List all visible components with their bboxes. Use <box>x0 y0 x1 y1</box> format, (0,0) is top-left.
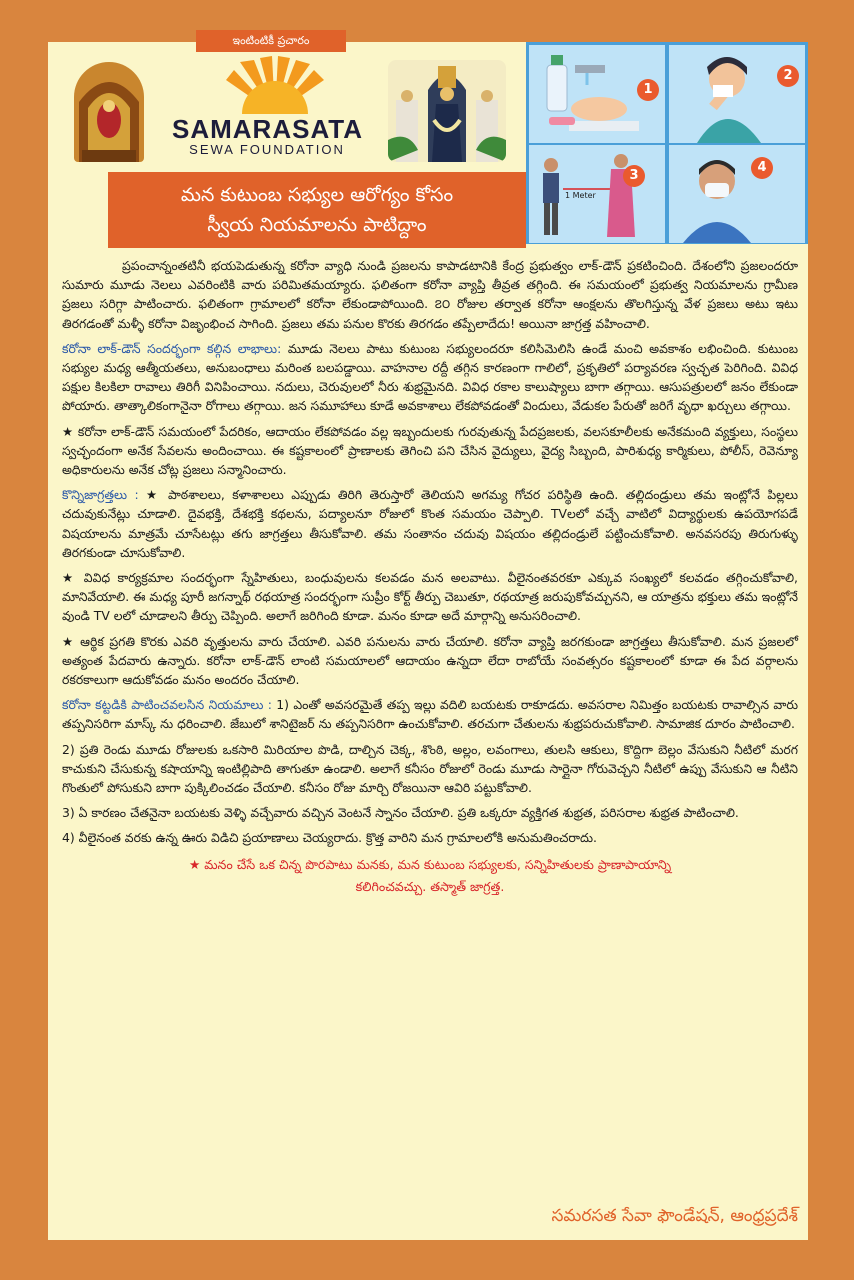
paragraph-gatherings: ★ వివిధ కార్యక్రమాల సందర్భంగా స్నేహితులు, బంధువులను కలవడం మన అలవాటు. వీలైనంతవరకూ ఎక్కువ సంఖ్యలో కలవడం తగ్గించుకోవాలి, మానివేయాలి. ఈ మధ్య పూరీ జగన్నాథ్ రథయాత్ర సందర్భంగా సుప్రీం కోర్ట్ తీర్పు చెబుతూ, రథయాత్ర జరుపుకోవచ్చునని, ఆ యాత్రను భక్తులు తమ ఇంట్లోనే వుండి TV లలో చూడాలని తీర్పు చెప్పింది. అలాగే జరిగింది కూడా. మనం కూడా అదే మార్గాన్ని అనుసరించాలి. <box>62 570 798 624</box>
rule-1-text: 1) ఎంతో అవసరమైతే తప్ప ఇల్లు వదిలి బయటకు రాకూడదు. అవసరాల నిమిత్తం బయటకు రావాల్సిన వారు తప్పనిసరిగా మాస్క్ ను ధరించాలి. జేబులో శానిటైజర్ ను తప్పనిసరిగా ఉంచుకోవాలి. తరచుగా చేతులను శుభ్రపరుచుకోవాలి. సామాజిక దూరం పాటించాలి. <box>62 697 798 732</box>
deity-image-right <box>388 60 506 162</box>
icon-number-2: 2 <box>777 65 799 87</box>
poster-panel <box>48 42 808 1240</box>
benefits-text: మూడు నెలలు పాటు కుటుంబ సభ్యులందరూ కలిసిమెలిసి ఉండే మంచి అవకాశం లభించింది. కుటుంబ సభ్యుల మధ్య ఆత్మీయతలు, అనుబంధాలు మరింత బలపడ్డాయి. వాహనాల రద్దీ తగ్గిన కారణంగా గాలిలో, ప్రకృతిలో పర్యావరణ స్వచ్ఛత పెరిగింది. వివిధ పక్షుల కిలకిలా రావాలు తిరిగీ వినిపించాయి. నదులు, చెరువులలో నీరు శుభ్రమైనది. వివిధ రకాల కాలుష్యాలు బాగా తగ్గాయి. ఆసుపత్రులలో జనం లేకుండా పోయారు. తాత్కాలికంగానైనా రోగాలు తగ్గాయి. జన సమూహాలు కూడే అవకాశాలు లేకపోవడంతో విందులు, వేడుకల పేరుతో జరిగే వృధా ఖర్చులు తగ్గాయి. <box>62 340 798 414</box>
paragraph-rule-2: 2) ప్రతి రెండు మూడు రోజులకు ఒకసారి మిరియాల పొడి, దాల్చిన చెక్క, శొంఠి, అల్లం, లవంగాలు, తులసి ఆకులు, కొద్దిగా బెల్లం వేసుకుని నీటిలో మరగ కాచుకుని చేసుకున్న కషాయాన్ని ఇంటిల్లిపాది తాగుతూ ఉండాలి. అలాగే కనీసం రోజులో రెండు మూడు సార్లైనా గోరువెచ్చని నీటిలో ఉప్పు వేసుకుని ఆ నీటిని గొంతులో పోసుకుని బాగా పుక్కిలించడం చేయాలి. కనీసం రోజు మార్చి రోజయినా ఆవిరి పట్టుకోవాలి. <box>62 741 798 796</box>
closing-line-1: ★ మనం చేసే ఒక చిన్న పొరపాటు మనకు, మన కుటుంబ సభ్యులకు, సన్నిహితులకు ప్రాణాపాయాన్ని <box>188 856 672 872</box>
heading-benefits: కరోనా లాక్-డౌన్ సందర్భంగా కల్గిన లాభాలు: <box>62 340 282 356</box>
footer-signature: సమరసత సేవా ఫౌండేషన్, ఆంధ్రప్రదేశ్ <box>551 1206 798 1226</box>
paragraph-rule-3: 3) ఏ కారణం చేతనైనా బయటకు వెళ్ళి వచ్చేవారు వచ్చిన వెంటనే స్నానం చేయాలి. ప్రతి ఒక్కరూ వ్యక్తిగత శుభ్రత, పరిసరాల శుభ్రత పాటించాలి. <box>62 805 739 821</box>
paragraph-intro: ప్రపంచాన్నంతటినీ భయపెడుతున్న కరోనా వ్యాధి నుండి ప్రజలను కాపాడటానికి కేంద్ర ప్రభుత్వం లాక్-డౌన్ ప్రకటించింది. దేశంలోని ప్రజలందరూ సుమారు మూడు నెలలు ఎవరింటికి వారు పరిమితమయ్యారు. ఫలితంగా కరోనా వ్యాప్తి తీవ్రత తగ్గింది. ఈ సమయంలో ప్రభుత్వ నియమాలను గ్రామీణ ప్రజలు సరిగ్గా పాటించారు. ఫలితంగా గ్రామాలలో కరోనా లేకుండాపోయింది. ౭౦ రోజుల తర్వాత కరోనా ఆంక్షలను తొలగిస్తున్న వేళ ప్రజలు అటు ఇటు తిరగడంతో మళ్ళీ కరోనా విజృంభించ సాగింది. ప్రజలు తమ పనుల కొరకు తిరగడం తప్పేలాదేదు! అయినా జాగ్రత్త వహించాలి. <box>62 258 798 331</box>
title-banner <box>108 172 526 248</box>
distance-illustration <box>529 145 665 243</box>
sun-logo-icon <box>220 56 330 114</box>
deity-image-left <box>74 62 144 162</box>
closing-line-2: కలిగించవచ్చు. తస్మాత్ జాగ్రత్త. <box>355 878 505 894</box>
precautions-text: ★ పాఠశాలలు, కళాశాలలు ఎప్పుడు తిరిగి తెరుస్తారో తెలియని అగమ్య గోచర పరిస్థితి ఉంది. తల్లిదండ్రులు తమ ఇంట్లోనే పిల్లలు చదువుకునేట్లు చూడాలి. దైవభక్తి, దేశభక్తి కథలను, పద్యాలనూ రోజులో కొంత సమయం చెప్పాలి. TVలలో వచ్చే వాటిలో విద్యార్థులకు ఉపయోగపడే విషయాలను మాత్రమే చూసేటట్లు తగు జాగ్రత్తలు తీసుకోవాలి. తమ సంతానం చదువు విషయం తల్లిదండ్రులే పట్టించుకోవాలి. అనవసరపు తిరుగుళ్ళు తిరగకుండా చూసుకోవాలి. <box>62 487 798 560</box>
heading-rules: కరోనా కట్టడికి పాటించవలసిన నియమాలు : <box>62 697 272 713</box>
icon-number-1: 1 <box>637 79 659 101</box>
paragraph-service: ★ కరోనా లాక్-డౌన్ సమయంలో పేదరికం, ఆదాయం లేకపోవడం వల్ల ఇబ్బందులకు గురవుతున్న పేదప్రజలకు, వలసకూలీలకు అనేకమంది వ్యక్తులు, సంస్థలు స్వచ్ఛందంగా అనేక సేవలను అందించాయి. ఈ కష్టకాలంలో ప్రాణాలకు తెగించి పని చేసిన వైద్యులు, వైద్య సిబ్బంది, పారిశుధ్య కార్మికులు, పోలీస్, రెవెన్యూ అధికారులను అనేక చోట్ల ప్రజలు సన్మానించారు. <box>62 423 798 478</box>
logo-subtitle: SEWA FOUNDATION <box>189 142 345 157</box>
closing-warning <box>62 854 798 898</box>
heading-precautions: కొన్నిజాగ్రత్తలు : <box>62 487 139 503</box>
distance-label: 1 Meter <box>565 191 596 200</box>
icon-number-4: 4 <box>751 157 773 179</box>
paragraph-benefits <box>62 339 798 416</box>
title-line-1: మన కుటుంబ సభ్యుల ఆరోగ్యం కోసం <box>180 184 454 206</box>
paragraph-precautions <box>62 485 798 562</box>
safety-icons-panel <box>526 42 808 244</box>
title-line-2: స్వీయ నియమాలను పాటిద్దాం <box>207 214 427 236</box>
article-body <box>62 256 798 898</box>
header-banner <box>48 42 526 174</box>
mask-illustration <box>669 145 805 243</box>
paragraph-rule-4: 4) వీలైనంత వరకు ఉన్న ఊరు విడిచి ప్రయాణాలు చెయ్యరాదు. క్రొత్త వారిని మన గ్రామాలలోకి అనుమతించరాదు. <box>62 830 597 846</box>
cough-illustration <box>669 45 805 143</box>
paragraph-economy: ★ ఆర్థిక ప్రగతి కొరకు ఎవరి వృత్తులను వారు చేయాలి. ఎవరి పనులను వారు చేయాలి. కరోనా వ్యాప్తి జరగకుండా జాగ్రత్తలు తీసుకోవాలి. మన ప్రజలలో అత్యంత పేదవారు ఉన్నారు. కరోనా లాక్-డౌన్ లాంటి సమయాలలో ఆదాయం ఉన్నదా లేదా రాబోయే సంవత్సరం కష్టకాలంలో కూడా ఈ పేద వర్గాలను రకరకాలుగా ఆదుకోవడం మనం అందరం చేయాలి. <box>62 633 798 688</box>
handwash-illustration <box>529 45 665 143</box>
paragraph-rules <box>62 695 798 733</box>
icon-number-3: 3 <box>623 165 645 187</box>
logo-name: SAMARASATA <box>172 114 364 144</box>
campaign-tag: ఇంటింటికీ ప్రచారం <box>196 30 346 52</box>
